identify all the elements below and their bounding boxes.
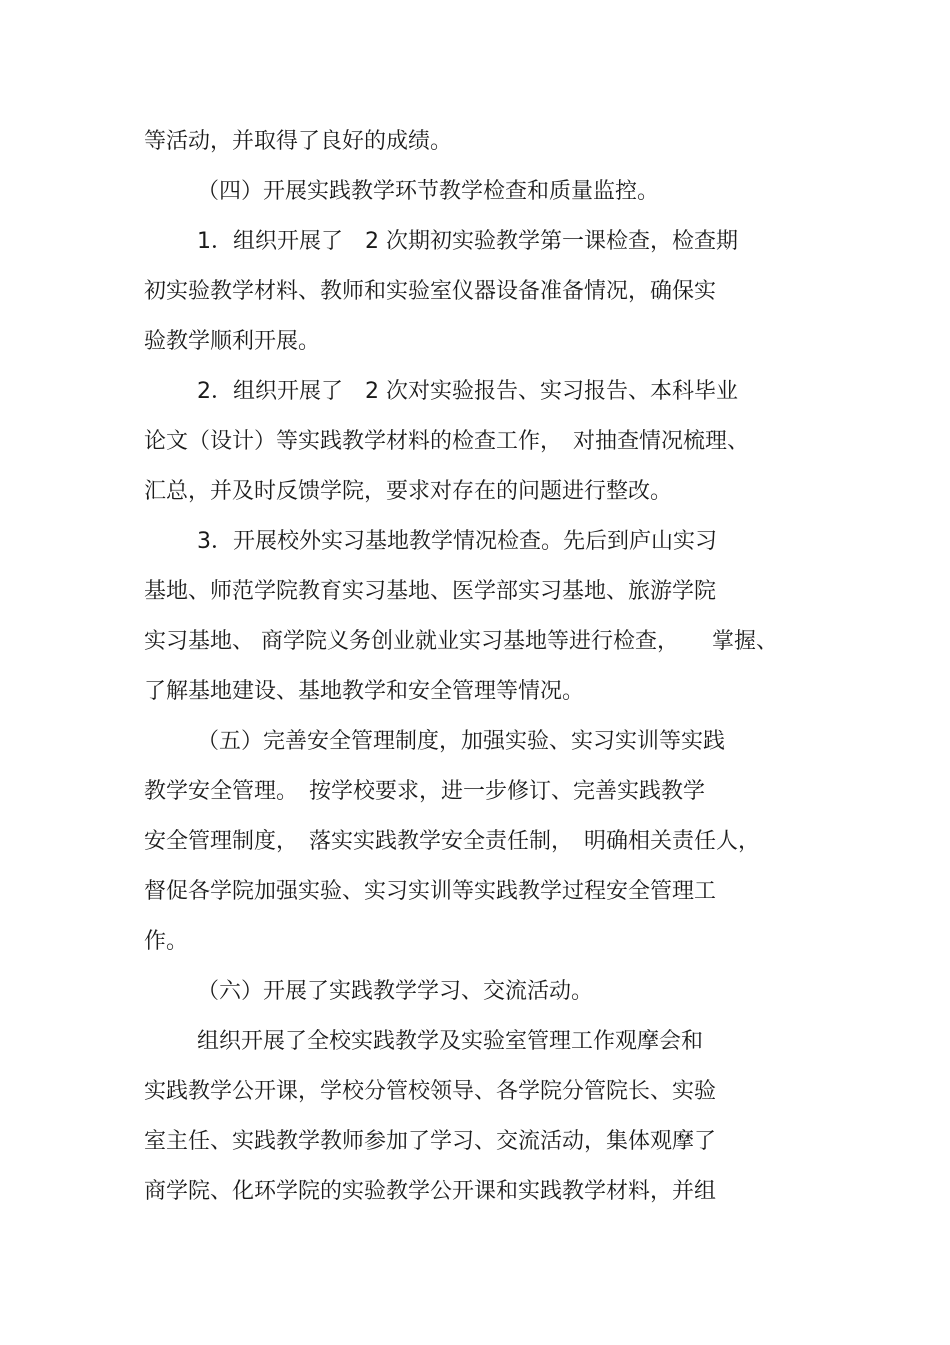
text-line: 教学安全管理。 按学校要求，进一步修订、完善实践教学 <box>144 779 706 804</box>
section-heading-four: （四）开展实践教学环节教学检查和质量监控。 <box>197 179 660 204</box>
text-line: 3．开展校外实习基地教学情况检查。先后到庐山实习 <box>197 529 717 554</box>
text-line: 论文（设计）等实践教学材料的检查工作， 对抽查情况梳理、 <box>144 429 750 454</box>
text-line: 汇总，并及时反馈学院，要求对存在的问题进行整改。 <box>144 479 673 504</box>
text-line: 2．组织开展了 2 次对实验报告、实习报告、本科毕业 <box>197 379 738 404</box>
text-line: 室主任、实践教学教师参加了学习、交流活动，集体观摩了 <box>144 1129 717 1154</box>
text-line: 安全管理制度， 落实实践教学安全责任制， 明确相关责任人， <box>144 829 761 854</box>
text-line: 初实验教学材料、教师和实验室仪器设备准备情况，确保实 <box>144 279 717 304</box>
text-line: 组织开展了全校实践教学及实验室管理工作观摩会和 <box>197 1029 704 1054</box>
section-heading-six: （六）开展了实践教学学习、交流活动。 <box>197 979 594 1004</box>
text-line: 等活动，并取得了良好的成绩。 <box>144 129 453 154</box>
text-line: 了解基地建设、基地教学和安全管理等情况。 <box>144 679 585 704</box>
section-heading-five: （五）完善安全管理制度，加强实验、实习实训等实践 <box>197 729 726 754</box>
text-line: 验教学顺利开展。 <box>144 329 321 354</box>
text-line: 商学院、化环学院的实验教学公开课和实践教学材料，并组 <box>144 1179 717 1204</box>
text-line: 督促各学院加强实验、实习实训等实践教学过程安全管理工 <box>144 879 717 904</box>
text-line: 实践教学公开课，学校分管校领导、各学院分管院长、实验 <box>144 1079 717 1104</box>
text-line: 作。 <box>144 929 189 954</box>
text-line: 1．组织开展了 2 次期初实验教学第一课检查，检查期 <box>197 229 738 254</box>
text-line: 基地、师范学院教育实习基地、医学部实习基地、旅游学院 <box>144 579 717 604</box>
text-line: 实习基地、 商学院义务创业就业实习基地等进行检查， 掌握、 <box>144 629 778 654</box>
